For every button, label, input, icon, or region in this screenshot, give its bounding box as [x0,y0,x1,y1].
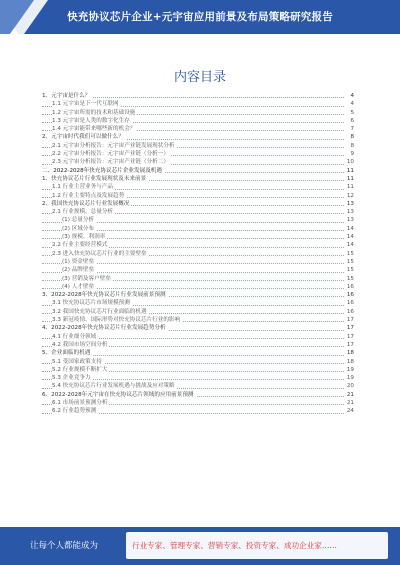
toc-entry-page: 6 [350,117,354,124]
toc-entry-title: (3) 营销及客户壁垒 [62,275,111,282]
toc-entry[interactable] [42,133,354,141]
toc-entry[interactable] [42,308,354,316]
toc-entry-title: 1.2 行业主要特点及发展趋势 [52,192,125,199]
toc-entry-page: 5 [350,109,354,116]
toc-entry[interactable] [42,150,354,158]
toc-entry[interactable] [42,316,354,324]
toc-entry[interactable] [42,100,354,108]
toc-entry-title: 2.2 行业主要经营模式 [52,242,108,249]
toc-entry-page: 17 [346,317,354,324]
toc-entry-title: 3.3 新冠疫情、国际形势对快充协议芯片行业的影响 [52,317,181,324]
toc-entry-title: 二、2022-2028年快充协议芯片企业发展及机遇 [42,167,162,174]
toc-entry[interactable] [42,291,354,299]
report-header [0,0,400,34]
toc-entry-title: 1.1 行业主营业务与产品 [52,184,114,191]
toc-entry[interactable] [42,200,354,208]
toc-entry-title: (1) 总量分析 [62,217,95,224]
toc-entry[interactable] [42,366,354,374]
toc-entry-title: (1) 资金壁垒 [62,258,95,265]
toc-entry-page: 17 [346,325,354,332]
toc-entry[interactable] [42,349,354,357]
toc-entry-title: (4) 人才壁垒 [62,283,95,290]
toc-entry-page: 11 [346,175,354,182]
toc-entry-title: 2.2 元宇宙分析报告：元宇宙产业链（分析一） [52,151,169,158]
toc-entry-page: 15 [346,258,354,265]
toc-entry[interactable] [42,283,354,291]
toc-entry[interactable] [42,407,354,415]
toc-entry-page: 16 [346,283,354,290]
toc-entry[interactable] [42,250,354,258]
toc-entry-title: 4.1 行业细分领域 [52,333,97,340]
toc-entry-page: 13 [346,217,354,224]
toc-entry[interactable] [42,192,354,200]
toc-entry[interactable] [42,183,354,191]
toc-entry-page: 11 [346,167,354,174]
toc-entry[interactable] [42,92,354,100]
toc-entry[interactable] [42,341,354,349]
toc-entry-title: 2、元宇宙时代我们可以做什么？ [42,134,124,141]
toc-entry[interactable] [42,391,354,399]
toc-entry-page: 10 [346,159,354,166]
toc-entry-title: 5.3 企业竞争力 [52,375,91,382]
toc-entry-title: 5、企业面临的机遇 [42,350,91,357]
toc-entry[interactable] [42,109,354,117]
toc-entry[interactable] [42,158,354,166]
toc-title: 内容目录 [173,70,226,85]
toc-entry-page: 13 [346,209,354,216]
toc-entry[interactable] [42,299,354,307]
toc-entry-page: 24 [346,408,354,415]
toc-entry-title: 4、2022-2028年快充协议芯片行业发展趋势分析 [42,325,166,332]
toc-entry[interactable] [42,216,354,224]
toc-entry[interactable] [42,117,354,125]
toc-entry-page: 14 [346,225,354,232]
toc-entry-title: 2.1 行业规模、总量分析 [52,209,114,216]
toc-entry[interactable] [42,208,354,216]
toc-entry-page: 14 [346,234,354,241]
toc-entry-page: 19 [346,366,354,373]
toc-entry[interactable] [42,324,354,332]
toc-entry-page: 15 [346,250,354,257]
toc-entry-title: 4.2 我国市场空间分析 [52,341,108,348]
toc-entry-page: 11 [346,184,354,191]
toc-entry-page: 15 [346,275,354,282]
toc-entry-title: (3) 规模、利润率 [62,234,106,241]
footer-roles-text: 行业专家、管理专家、营销专家、投资专家、成功企业家…… [132,541,338,550]
toc-entry-title: 5.1 受国家政策支持 [52,358,102,365]
toc-entry-title: 1、快充协议芯片行业发展现状及未来前景 [42,175,147,182]
toc-entry-page: 9 [350,151,354,158]
toc-entry[interactable] [42,358,354,366]
toc-entry-title: 2.3 进入快充协议芯片行业的主要壁垒 [52,250,147,257]
toc-entry-page: 18 [346,358,354,365]
toc-entry[interactable] [42,266,354,274]
toc-entry-title: 3、2022-2028年快充协议芯片行业发展前景预测 [42,292,166,299]
toc-entry-page: 16 [346,300,354,307]
toc-entry-title: (2) 区域分布 [62,225,95,232]
toc-entry[interactable] [42,275,354,283]
toc-entry-title: 6.1 市场前景预测分析 [52,399,108,406]
toc-entry-title: 2.1 元宇宙分析报告：元宇宙产业链发展现状分析 [52,142,175,149]
toc-entry[interactable] [42,241,354,249]
toc-entry-page: 16 [346,308,354,315]
toc-entry-page: 15 [346,267,354,274]
toc-entry-title: 1.4 元宇宙能带来哪些新的机会？ [52,126,136,133]
toc-entry-page: 14 [346,242,354,249]
toc-entry-title: 2、我国快充协议芯片行业发展概况 [42,200,130,207]
toc-entry-page: 13 [346,200,354,207]
header-title: 快充协议芯片企业+元宇宙应用前景及布局策略研究报告 [67,11,333,23]
toc-entry[interactable] [42,382,354,390]
toc-entry-title: 1、元宇宙是什么？ [42,93,91,99]
toc-entry-page: 7 [350,126,354,133]
toc-entry-page: 17 [346,333,354,340]
toc-entry-title: 3.1 快充协议芯片市场规模预测 [52,300,130,307]
toc-entry-title: 5.2 行业规模不断扩大 [52,366,108,373]
toc-entry-page: 4 [350,93,354,99]
toc-entry-page: 18 [346,350,354,357]
footer-slogan: 让每个人都能成为 [30,541,99,551]
toc-entry-title: 1.2 元宇宙所需的技术和基础设施 [52,109,136,116]
footer-roles-box [126,532,388,559]
toc-entry[interactable] [42,142,354,150]
toc-entry[interactable] [42,258,354,266]
toc-entry-page: 12 [346,192,354,199]
toc-entry-page: 8 [350,134,354,141]
toc-entry-title: 2.3 元宇宙分析报告：元宇宙产业链（分析二） [52,159,169,166]
toc-entry[interactable] [42,399,354,407]
toc-entry[interactable] [42,125,354,133]
toc-entry-page: 17 [346,341,354,348]
toc-entry[interactable] [42,374,354,382]
toc-entry-page: 21 [346,391,354,398]
toc-entry-title: 1.1 元宇宙是下一代互联网 [52,101,119,108]
toc-entry-title: 5.4 快充协议芯片行业发展机遇与挑战及应对策略 [52,383,175,390]
toc-entry-title: 1.3 元宇宙是人类的数字化生存 [52,117,130,124]
toc-entry[interactable] [42,233,354,241]
toc-entry[interactable] [42,167,354,175]
toc-entry-page: 4 [350,101,354,108]
toc-entry-page: 20 [346,383,354,390]
toc-entry-title: (2) 品牌壁垒 [62,267,95,274]
toc-entry-title: 6、2022-2028年元宇宙在快充协议芯片领域的应用前景预测 [42,391,194,398]
toc-entry[interactable] [42,333,354,341]
toc-entry-page: 19 [346,375,354,382]
toc-entry[interactable] [42,225,354,233]
table-of-contents [42,92,354,416]
footer-banner [0,527,400,565]
toc-entry-page: 8 [350,142,354,149]
toc-entry-page: 21 [346,399,354,406]
toc-entry-title: 3.2 我国快充协议芯片行业面临的机遇 [52,308,147,315]
toc-entry-title: 6.2 行业趋势预测 [52,408,97,415]
toc-entry[interactable] [42,175,354,183]
toc-entry-page: 16 [346,292,354,299]
